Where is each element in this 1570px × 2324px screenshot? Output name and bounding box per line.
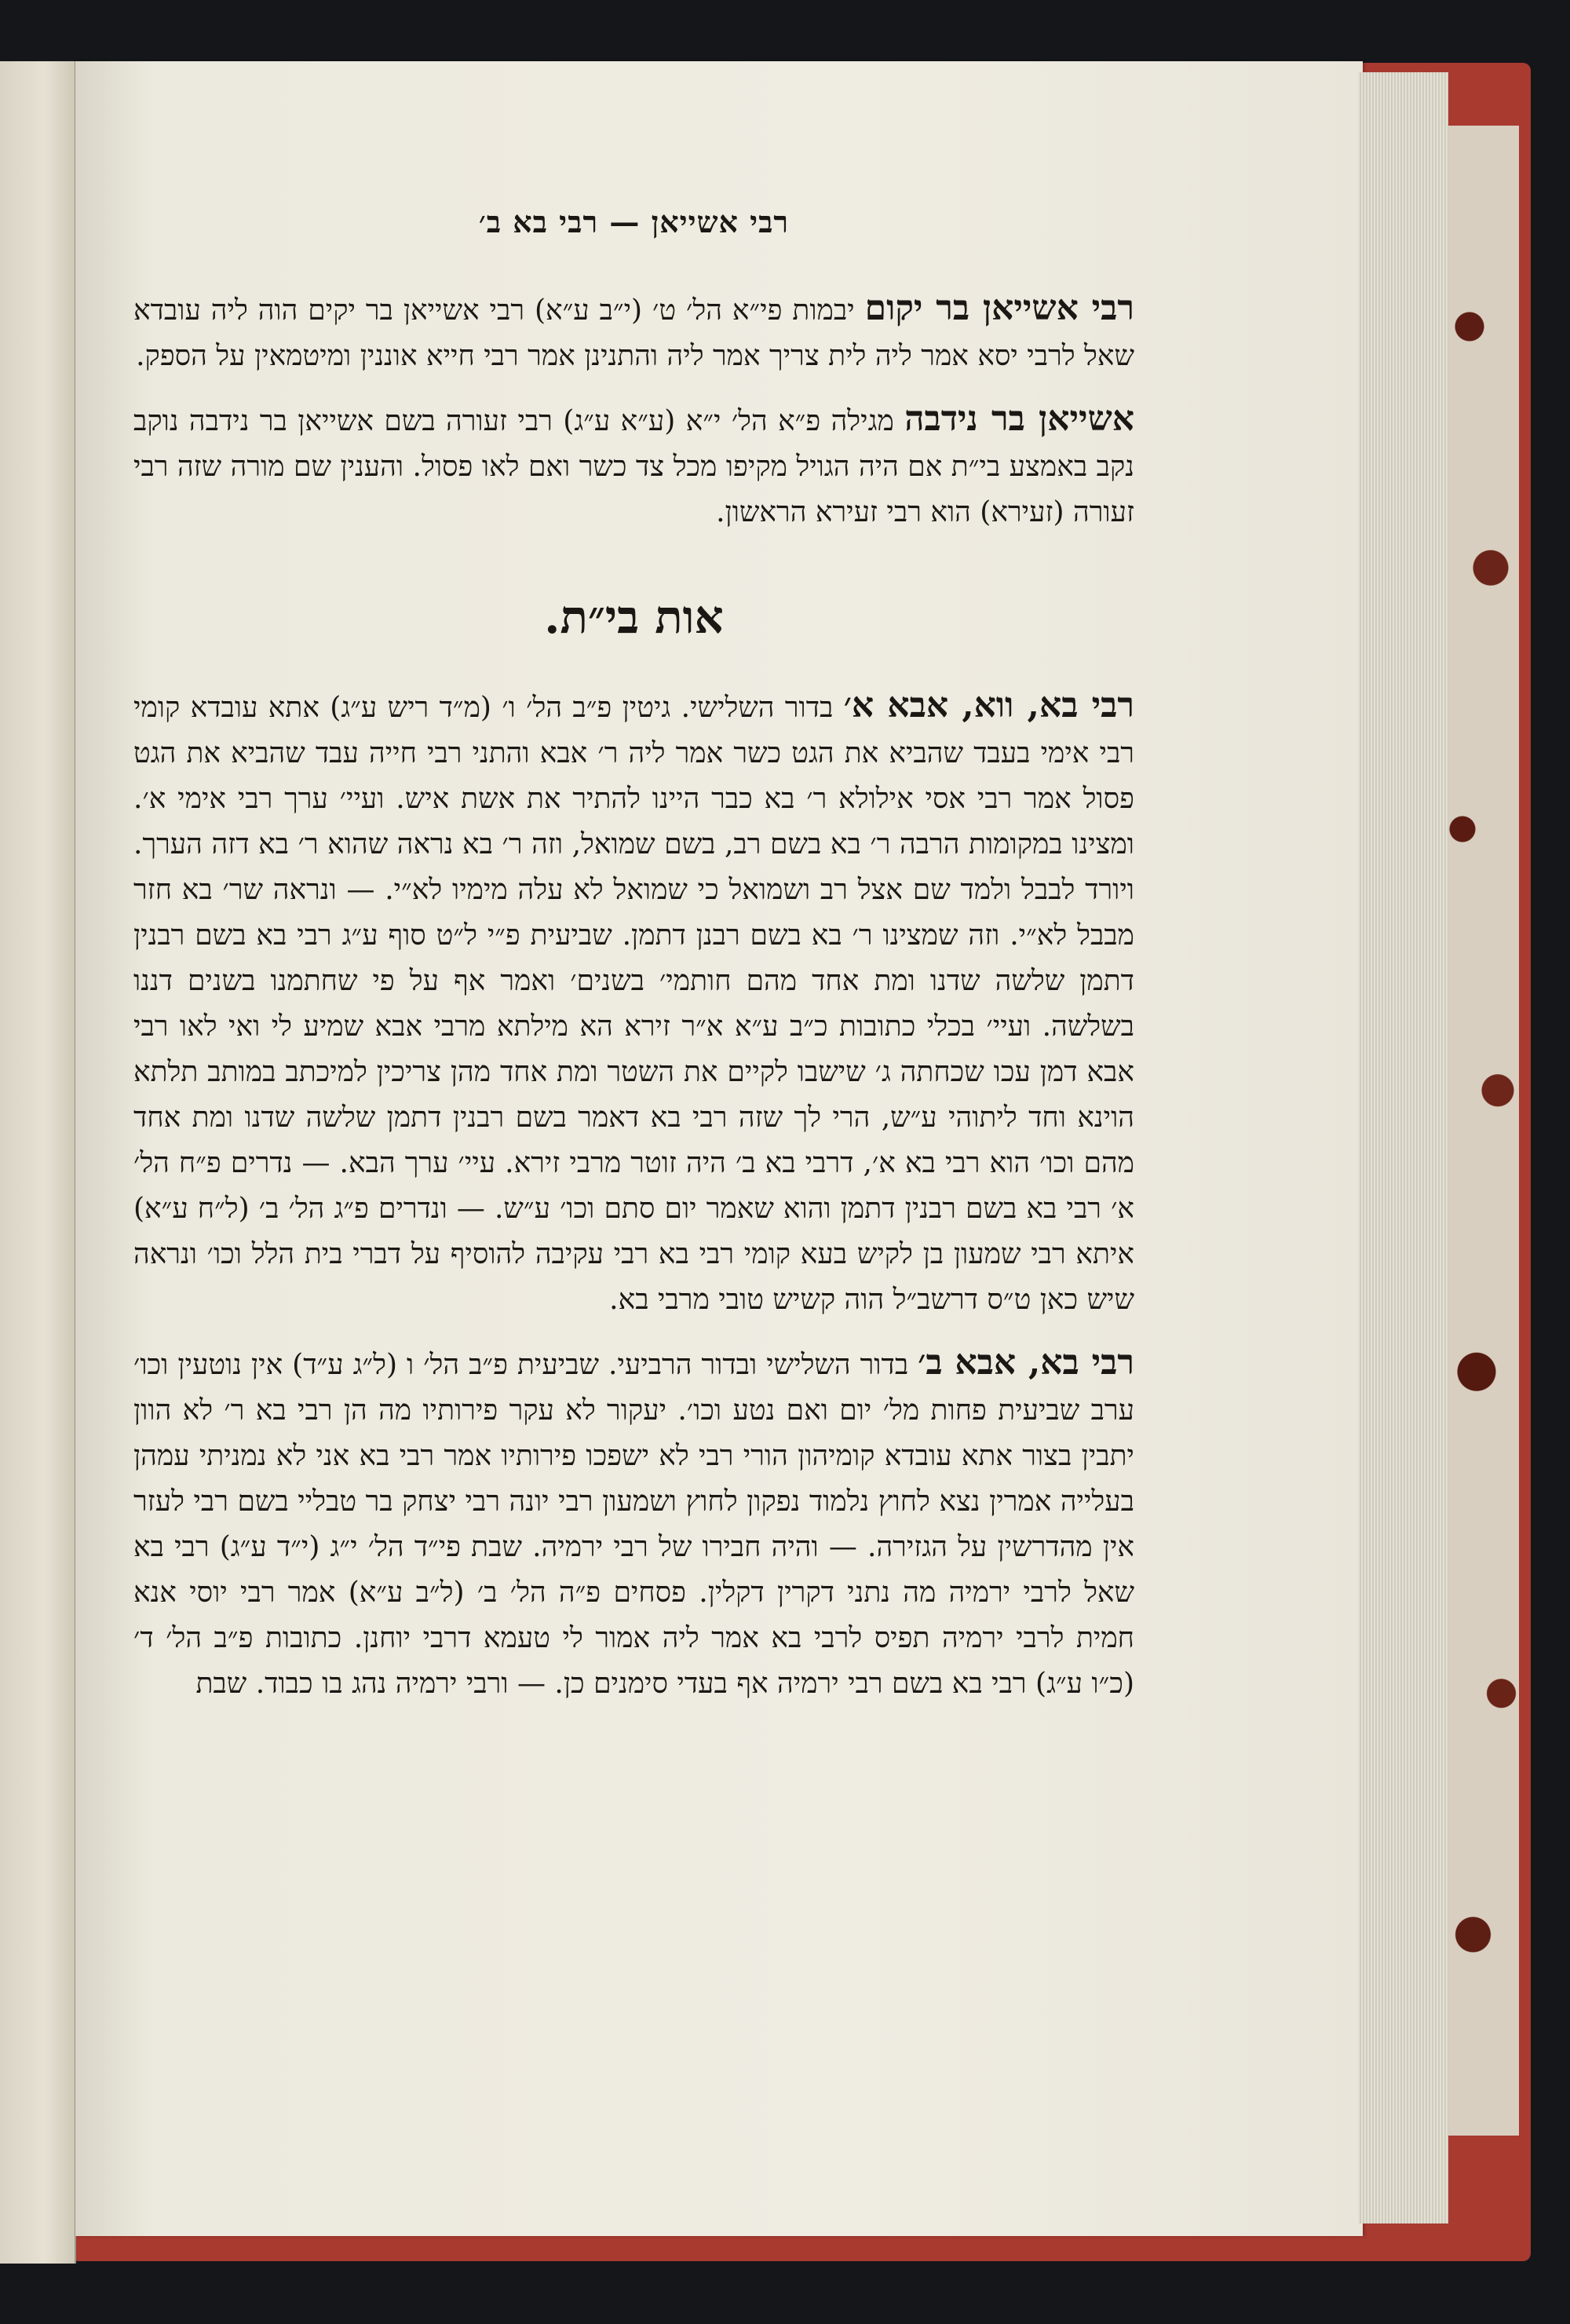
page-block-edges	[1358, 72, 1448, 2224]
marbled-edge	[1448, 126, 1519, 2136]
entry-text: בדור השלישי. גיטין פ״ב הל׳ ו׳ (מ״ד ריש ע״ג) אתא עובדא קומי רבי אימי בעבד שהביא את הגט כשר אמר ליה ר׳ אבא והתני רבי חייה עבד שהביא את הגט פסול אמר רבי אסי אילולא ר׳ בא כבר היינו להתיר את אשת איש. ועיי׳ ערך רבי אימי א׳. ומצינו במקומות הרבה ר׳ בא בשם רב, בשם שמואל, וזה ר׳ בא נראה שהוא ר׳ בא דזה הערך. ויורד לבבל ולמד שם אצל רב ושמואל כי שמואל לא עלה מימיו לא״י. — ונראה שר׳ בא חזר מבבל לא״י. וזה שמצינו ר׳ בא בשם רבנן דתמן. שביעית פ״י ל״ט סוף ע״ג רבי בא בשם רבנין דתמן שלשה שדנו ומת אחד מהם חותמי׳ בשנים׳ ואמר אף על פי שחתמנו בשנים דננו בשלשה. ועיי׳ בכלי כתובות כ״ב ע״א א״ר זירא הא מילתא מרבי אבא שמיע לי ואי לאו רבי אבא דמן עכו שכחתה ג׳ שישבו לקיים את השטר ומת אחד מהן צריכין למיכתב במותב תלתא הוינא וחד ליתוהי ע״ש, הרי לך שזה רבי בא דאמר בשם רבנין דתמן שלשה שדנו ומת אחד מהם וכו׳ הוא רבי בא א׳, דרבי בא ב׳ היה זוטר מרבי זירא. עיי׳ ערך הבא. — נדרים פ״ח הל׳ א׳ רבי בא בשם רבנין דתמן והוא שאמר יום סתם וכו׳ ע״ש. — ונדרים פ״ג הל׳ ב׳ (ל״ח ע״א) איתא רבי שמעון בן לקיש בעא קומי רבי בא רבי עקיבה להוסיף על דברי בית הלל וכו׳ ונראה שיש כאן ט״ס דרשב״ל הוה קשיש טובי מרבי בא.	[133, 692, 1135, 1316]
entry-text: יבמות פי״א הל׳ ט׳ (י״ב ע״א) רבי אשייאן בר יקים הוה ליה עובדא שאל לרבי יסא אמר ליה לית צריך אמר ליה והתנינן אמר רבי חייא אוננין ומיטמאין על הספק.	[133, 294, 1134, 372]
section-title: אות בי״ת.	[544, 590, 724, 644]
entry-text: בדור השלישי ובדור הרביעי. שביעית פ״ב הל׳ ו (ל״ג ע״ד) אין נוטעין וכו׳ ערב שביעית פחות מל׳ יום ואם נטע וכו׳. יעקור לא עקר פירותיו מה הן רבי בא ר׳ לא הוון יתבין בצור אתא עובדא קומיהון הורי רבי לא ישפכו פירותיו אמר רבי בא אני לא נמניתי עמהן בעלייה אמרין נצא לחוץ נלמוד נפקון לחוץ ושמעון רבי יונה רבי יצחק בר טבליי בשם רבי לעזר אין מהדרשין על הגזירה. — והיה חבירו של רבי ירמיה. שבת פי״ד הל׳ י״ג (י״ד ע״ג) רבי בא שאל לרבי ירמיה מה נתני דקרין דקלין. פסחים פ״ה הל׳ ב׳ (ל״ב ע״א) אמר רבי יוסי אנא חמית לרבי ירמיה תפיס לרבי בא אמר ליה אמור לי טעמא דרבי יוחנן. כתובות פ״ב הל׳ ד׳ (כ״ו ע״ג) רבי בא בשם רבי ירמיה אף בעדי סימנים כן. — ורבי ירמיה נהג בו כבוד. שבת	[133, 1349, 1134, 1700]
entry-rabbi-ba-1	[133, 683, 1134, 1323]
entry-rabbi-ba-2	[133, 1340, 1134, 1707]
entry-ashiyan-bar-yakum	[133, 286, 1134, 379]
entry-lemma: רבי אשייאן בר יקום	[864, 288, 1135, 328]
running-head: רבי אשייאן — רבי בא ב׳	[478, 204, 790, 239]
entry-text: מגילה פ״א הל׳ י״א (ע״א ע״ג) רבי זעורה בשם אשייאן בר נידבה נוקב נקב באמצע בי״ת אם היה הגויל מקיפו מכל צד כשר ואם לאו פסול. והענין שם מורה שזה רבי זעורה (זעירא) הוא רבי זעירא הראשון.	[133, 405, 1134, 528]
previous-page-edge	[0, 61, 76, 2264]
entry-ashiyan-bar-nidba	[133, 396, 1134, 535]
page-text	[133, 204, 1134, 1724]
entry-lemma: רבי בא, אבא ב׳	[918, 1343, 1134, 1383]
entry-lemma: אשייאן בר נידבה	[904, 399, 1135, 439]
entry-lemma: רבי בא, ווא, אבא א׳	[843, 685, 1134, 725]
